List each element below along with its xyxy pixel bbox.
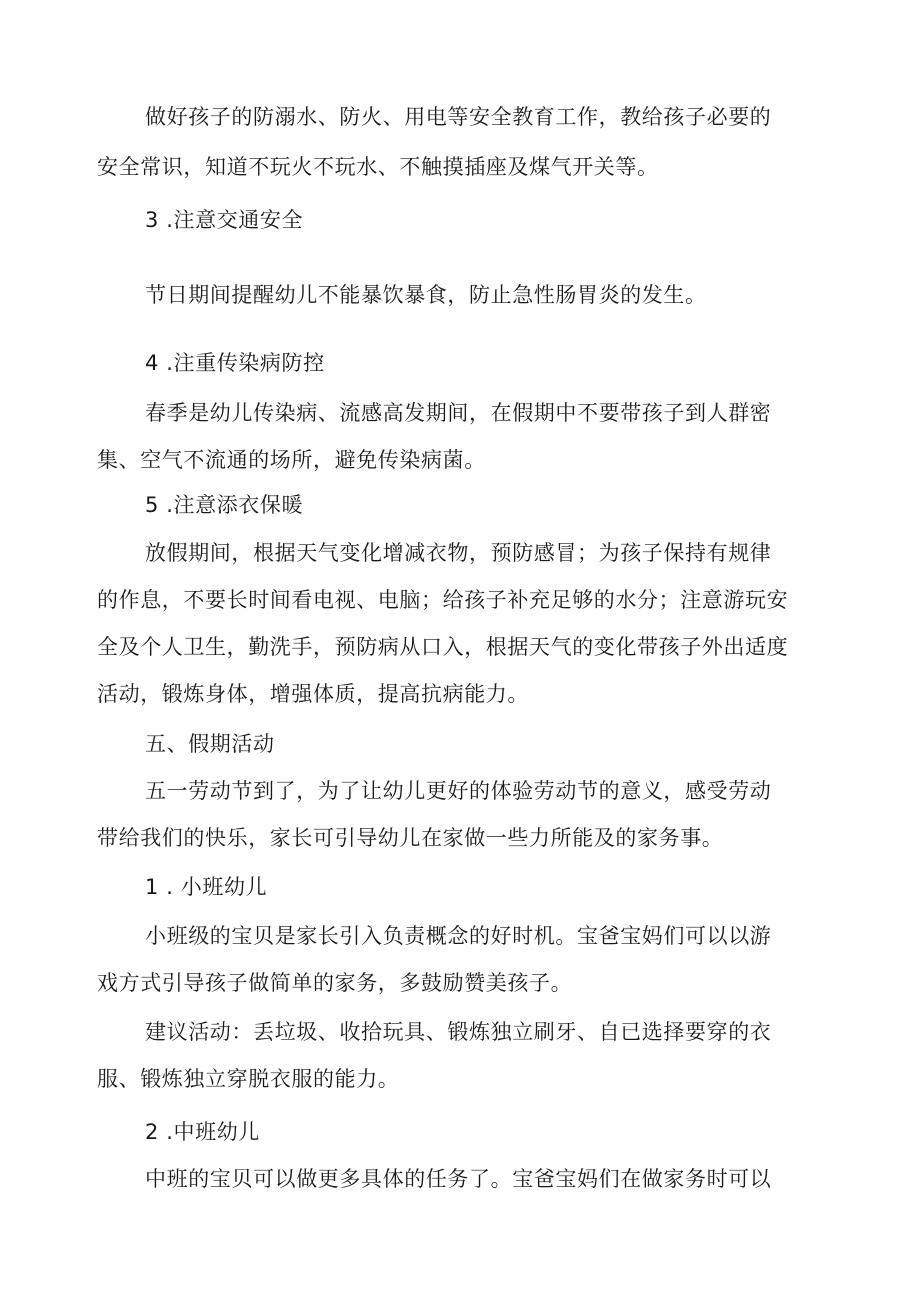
paragraph-suggested-line-1: 建议活动：丢垃圾、收拾玩具、锻炼独立刷牙、自已选择要穿的衣 xyxy=(145,1020,772,1044)
paragraph-warm-line-3: 全及个人卫生，勤洗手，预防病从口入，根据天气的变化带孩子外出适度 xyxy=(97,635,789,659)
paragraph-small-class-line-2: 戏方式引导孩子做简单的家务，多鼓励赞美孩子。 xyxy=(97,971,573,995)
heading-middle-class: 2 .中班幼儿 xyxy=(145,1120,260,1144)
paragraph-disease-line-1: 春季是幼儿传染病、流感高发期间，在假期中不要带孩子到人群密 xyxy=(145,401,772,425)
paragraph-warm-line-2: 的作息，不要长时间看电视、电脑；给孩子补充足够的水分；注意游玩安 xyxy=(97,588,789,612)
paragraph-laborday-line-2: 带给我们的快乐，家长可引导幼儿在家做一些力所能及的家务事。 xyxy=(97,826,724,850)
heading-keep-warm: 5 .注意添衣保暖 xyxy=(145,493,304,517)
heading-disease-control: 4 .注重传染病防控 xyxy=(145,351,325,375)
paragraph-laborday-line-1: 五一劳动节到了，为了让幼儿更好的体验劳动节的意义，感受劳动 xyxy=(145,779,772,803)
paragraph-warm-line-4: 活动，锻炼身体，增强体质，提高抗病能力。 xyxy=(97,682,529,706)
paragraph-suggested-line-2: 服、锻炼独立穿脱衣服的能力。 xyxy=(97,1067,400,1091)
heading-small-class: 1 . 小班幼儿 xyxy=(145,875,268,899)
paragraph-disease-line-2: 集、空气不流通的场所，避免传染病菌。 xyxy=(97,448,486,472)
paragraph-warm-line-1: 放假期间，根据天气变化增减衣物，预防感冒；为孩子保持有规律 xyxy=(145,541,772,565)
paragraph-middle-class-line-1: 中班的宝贝可以做更多具体的任务了。宝爸宝妈们在做家务时可以 xyxy=(145,1167,772,1191)
paragraph-safety-line-2: 安全常识，知道不玩火不玩水、不触摸插座及煤气开关等。 xyxy=(97,155,659,179)
paragraph-safety-line-1: 做好孩子的防溺水、防火、用电等安全教育工作，教给孩子必要的 xyxy=(145,105,772,129)
paragraph-small-class-line-1: 小班级的宝贝是家长引入负责概念的好时机。宝爸宝妈们可以以游 xyxy=(145,924,772,948)
heading-holiday-activities: 五、假期活动 xyxy=(145,732,275,756)
heading-traffic-safety: 3 .注意交通安全 xyxy=(145,208,304,232)
paragraph-diet-line-1: 节日期间提醒幼儿不能暴饮暴食，防止急性肠胃炎的发生。 xyxy=(145,283,707,307)
